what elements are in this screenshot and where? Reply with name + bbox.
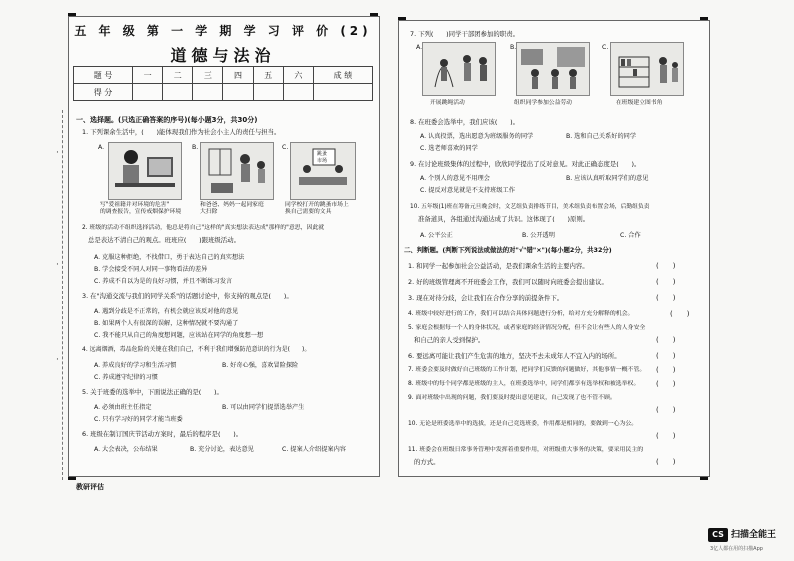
answer-option: B. 选和自己关系好的同学 (566, 133, 637, 140)
option-label: B. (192, 144, 199, 151)
option-label: A. (98, 144, 105, 151)
score-table-row (74, 67, 373, 84)
illustration-jump-rope (422, 42, 496, 96)
answer-option: C. 合作 (620, 232, 641, 239)
section-heading: 一、选择题。(只选正确答案的序号)(每小题3分，共30分) (76, 116, 258, 124)
answer-blank[interactable]: ( ) (656, 336, 676, 344)
score-cell: 二 (163, 67, 193, 84)
option-caption: 和爸爸、妈妈一起同家庭 大扫除 (200, 202, 264, 215)
answer-option: C. 提案人介绍提案内容 (282, 446, 346, 453)
score-cell (163, 84, 193, 101)
score-cell: 成 绩 (313, 67, 372, 84)
question-8: 8. 在班委会选举中，我们应该( )。 (410, 118, 519, 126)
score-cell (313, 84, 372, 101)
judge-item-cont: 的方式。 (414, 458, 440, 466)
question-10: 10. 五年级(1)班在筹备元旦晚会时，文艺组负责排练节目，美术组负责布置会场，后勤组负责 (410, 204, 650, 210)
score-cell (283, 84, 313, 101)
illustration-family-cleaning (200, 142, 274, 200)
question-3: 3. 在"沟通交流与我们的同学关系"的话题讨论中，你支持的观点是( )。 (82, 292, 293, 300)
subject-title: 道德与法治 (170, 46, 276, 65)
question-5: 5. 关于班委的选举中，下面说法正确的是( )。 (82, 388, 223, 396)
answer-option: A. 养成良好的学习和生活习惯 (94, 362, 177, 369)
flea-market-sign: 跳蚤 市场 (317, 151, 328, 164)
judge-item: 5. 家庭会根据每一个人的身体状况，或者家庭的经济情况分配，但不会让有些人的人身安全 (408, 325, 646, 331)
judge-item: 9. 面对班级中出现的问题，我们要及时提出意见建议，自己发现了也不管不顾。 (408, 395, 616, 401)
answer-option: C. 养成不自以为是的良好习惯，并且不断练习发言 (94, 278, 233, 285)
answer-blank[interactable]: ( ) (656, 278, 676, 286)
exam-title: 五 年 级 第 一 学 期 学 习 评 价 (2) (74, 24, 372, 38)
answer-option: A. 必须由班主任指定 (94, 404, 152, 411)
illustration-flea-market (290, 142, 356, 200)
illustration-public-labor (516, 42, 590, 96)
option-caption: 组织同学参加公益劳动 (514, 100, 572, 106)
judge-item: 2. 好的班级管理离不开班委会工作，我们可以随时向班委会提出建议。 (408, 278, 608, 286)
footer-label: 教研评估 (76, 483, 104, 491)
score-cell: 题 号 (74, 67, 133, 84)
option-label: C. (602, 44, 609, 51)
score-cell: 一 (133, 67, 163, 84)
judge-item: 7. 班委会要及时做好自己班级的工作计划，把同学们反馈的问题做好，其他事情一概不管。 (408, 367, 646, 373)
question-7: 7. 下列( )同学干部团参加的职责。 (410, 30, 519, 38)
judge-item: 1. 和同学一起参加社会公益活动，是我们课余生活的主要内容。 (408, 262, 589, 270)
score-cell (133, 84, 163, 101)
answer-blank[interactable]: ( ) (670, 310, 690, 318)
camscanner-tagline: 3亿人都在用的扫描App (710, 546, 763, 552)
score-cell (193, 84, 223, 101)
answer-blank[interactable]: ( ) (656, 406, 676, 414)
illustration-book-corner (610, 42, 684, 96)
score-cell (253, 84, 283, 101)
answer-blank[interactable]: ( ) (656, 366, 676, 374)
option-caption: 写"爱祖籍并对环境的危害" 的调查报告，宣传戒烟保护环境 (100, 202, 182, 215)
answer-option: B. 如果两个人有很深的误解，这种情况就不要沟通了 (94, 320, 239, 327)
illustration-computer-survey (108, 142, 182, 200)
binding-mark: · (56, 148, 59, 158)
judge-item: 10. 无论是班委选举中的选拔，还是自己竞选班委，作用都是相同的，要做到一心为公。 (408, 421, 638, 427)
score-cell: 四 (223, 67, 253, 84)
option-caption: 在班级建立图书角 (616, 100, 663, 106)
question-6: 6. 班级在制订国庆节活动方案时，最后的程序是( )。 (82, 430, 243, 438)
camscanner-name: 扫描全能王 (731, 530, 777, 540)
score-cell (223, 84, 253, 101)
answer-option: A. 克服这种拒绝，不找借口，勇于表达自己的真实想法 (94, 254, 245, 261)
judge-item: 3. 现在对待分歧，会让我们在合作分享的前提条件下。 (408, 294, 564, 302)
section-heading: 二、判断题。(判断下列说法或做法的对"√"错"×")(每小题2分，共32分) (404, 246, 612, 254)
option-caption: 开展跳绳活动 (430, 100, 465, 106)
binding-mark: · (56, 355, 59, 365)
answer-blank[interactable]: ( ) (656, 294, 676, 302)
camscanner-logo-icon: CS (708, 528, 728, 542)
judge-item: 4. 班级中较好进行的工作，我们可以结合具体问题进行分析，给对方充分解释的机会。 (408, 311, 634, 317)
answer-option: C. 养成遵守纪律的习惯 (94, 374, 158, 381)
score-cell: 得 分 (74, 84, 133, 101)
question-1: 1. 下列课余生活中，( )能体现我们作为社会小主人的责任与担当。 (82, 128, 281, 136)
binding-mark: · (56, 260, 59, 270)
judge-item: 6. 要远离可能让我们产生危害的地方，坚决不去未成年人不宜入内的场所。 (408, 352, 621, 360)
answer-option: B. 好奇心强，喜欢冒险探险 (222, 362, 299, 369)
score-cell: 六 (283, 67, 313, 84)
answer-option: B. 学会接受不同人对同一事物看法的差异 (94, 266, 208, 273)
answer-option: A. 认真投票，选出愿意为班级服务的同学 (420, 133, 534, 140)
question-9: 9. 在讨论班级集体的过程中，欣欣同学提出了反对意见。对此正确态度是( )。 (410, 160, 641, 168)
answer-option: C. 选老师喜欢的同学 (420, 145, 478, 152)
judge-item: 8. 班级中的每个同学都是班级的主人，在班委选举中，同学们都享有选举权和被选举权。 (408, 381, 640, 387)
judge-item-cont: 和自己的亲人受到保护。 (414, 336, 485, 344)
answer-blank[interactable]: ( ) (656, 380, 676, 388)
answer-option: B. 充分讨论，表达意见 (190, 446, 254, 453)
option-label: C. (282, 144, 289, 151)
answer-option: C. 提反对意见就是不支持班级工作 (420, 187, 515, 194)
question-4: 4. 远离烟酒，毒品危险的关键在我们自己，不利于我们增强防范意识的行为是( )。 (82, 346, 311, 353)
answer-option: C. 我不能只从自己的角度想问题，应该站在同学的角度想一想 (94, 332, 264, 339)
answer-option: B. 可以由同学们提票选举产生 (222, 404, 305, 411)
question-2-cont: 总是表达不清自己的观点。班班应( )跟班级活动。 (88, 236, 240, 244)
answer-option: A. 公平公正 (420, 232, 453, 239)
score-table-row (74, 84, 373, 101)
question-10-cont: 准备道具，各组通过沟通达成了共识。这体现了( )原则。 (418, 215, 590, 223)
answer-option: A. 个别人的意见不用理会 (420, 175, 490, 182)
answer-option: B. 公开透明 (522, 232, 555, 239)
option-caption: 同学校打开的跳蚤市场上 换自己需要的文具 (285, 202, 349, 215)
answer-blank[interactable]: ( ) (656, 262, 676, 270)
judge-item: 11. 班委会在班级日常事务管理中发挥着重要作用，对班级重大事务的决策，要采用民主的 (408, 447, 644, 453)
score-table (73, 66, 373, 101)
answer-blank[interactable]: ( ) (656, 432, 676, 440)
score-cell: 五 (253, 67, 283, 84)
option-label: A. (416, 44, 423, 51)
option-label: B. (510, 44, 517, 51)
binding-line (62, 110, 64, 480)
answer-blank[interactable]: ( ) (656, 352, 676, 360)
answer-option: B. 应该认真听取同学们的意见 (566, 175, 649, 182)
answer-option: C. 只有学习好的同学才能当班委 (94, 416, 183, 423)
question-2: 2. 班级的活动不组织选择活动，他总是将自己"这样的"真实想法表达成"那样的"意思，因此就 (82, 225, 325, 231)
answer-blank[interactable]: ( ) (656, 458, 676, 466)
answer-option: A. 大会表决，公布结果 (94, 446, 158, 453)
answer-option: A. 遇到分歧是不正常的，有机会就应该反对他的意见 (94, 308, 239, 315)
score-cell: 三 (193, 67, 223, 84)
